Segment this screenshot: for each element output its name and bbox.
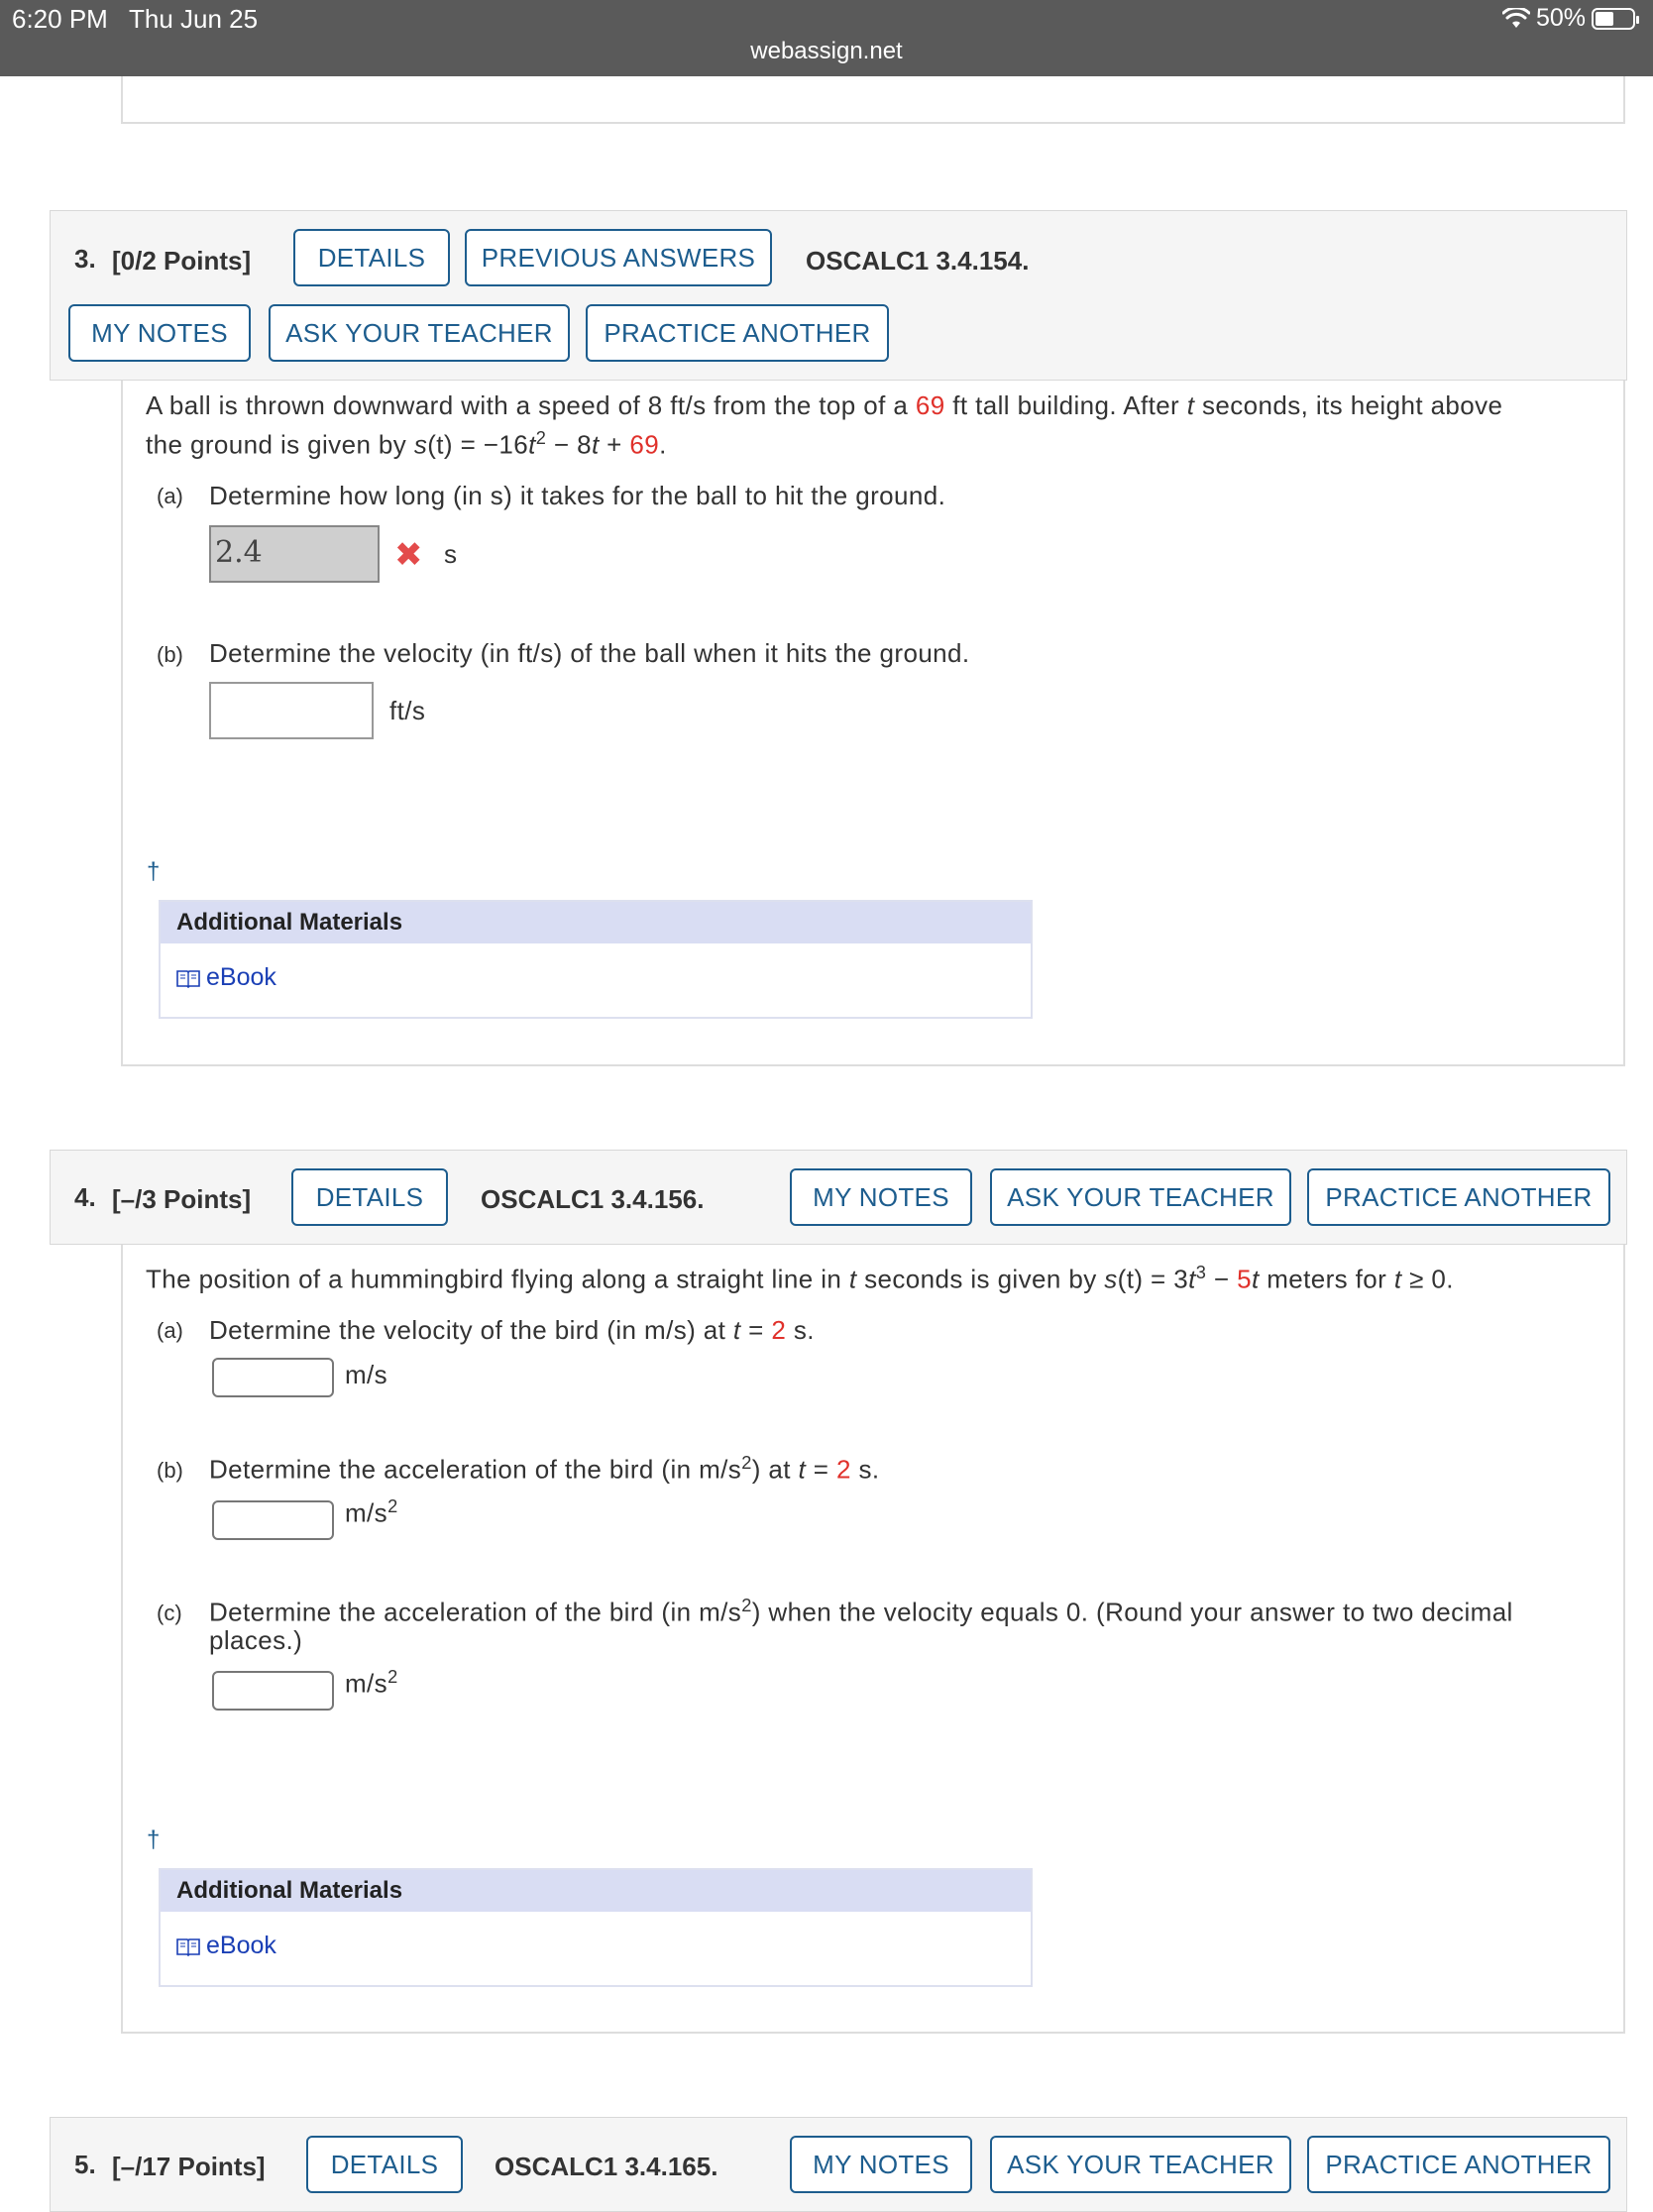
q4-points: [–/3 Points] xyxy=(112,1184,252,1214)
q4-part-c-answer-input[interactable] xyxy=(212,1671,334,1711)
wifi-icon xyxy=(1502,8,1530,30)
q4-stem: The position of a hummingbird flying along a straight line in t seconds is given by $s(t) = 3t^3 - 5t$ meters for t ≥ 0. xyxy=(146,1263,1454,1294)
q4-part-c-label: (c) xyxy=(157,1601,182,1625)
q3-dagger-mark: † xyxy=(147,858,161,885)
incorrect-icon: ✖ xyxy=(394,536,423,574)
q4-my-notes-button[interactable]: MY NOTES xyxy=(790,1168,972,1226)
q4-code: OSCALC1 3.4.156. xyxy=(481,1184,705,1214)
q3-part-b-unit: ft/s xyxy=(389,696,426,725)
q4-ebook-link[interactable]: eBook xyxy=(176,1932,276,1960)
q4-practice-another-button[interactable]: PRACTICE ANOTHER xyxy=(1307,1168,1610,1226)
q3-my-notes-button[interactable]: MY NOTES xyxy=(68,304,251,362)
q3-ebook-link[interactable]: eBook xyxy=(176,963,276,992)
q3-header xyxy=(50,210,1627,381)
q3-part-b-label: (b) xyxy=(157,642,183,667)
q5-ask-teacher-button[interactable]: ASK YOUR TEACHER xyxy=(990,2136,1291,2193)
previous-question-box xyxy=(121,76,1625,124)
q4-part-c-text-line2: places.) xyxy=(209,1625,303,1655)
q5-code: OSCALC1 3.4.165. xyxy=(495,2152,718,2181)
status-day: Thu Jun 25 xyxy=(129,4,259,34)
battery-icon xyxy=(1592,8,1635,30)
q3-details-button[interactable]: DETAILS xyxy=(293,229,450,286)
q4-part-b-label: (b) xyxy=(157,1458,183,1483)
q3-number: 3. xyxy=(74,244,96,274)
q3-part-a-answer-input[interactable]: 2.4 xyxy=(209,525,380,583)
q4-part-b-answer-input[interactable] xyxy=(212,1500,334,1540)
book-icon xyxy=(176,968,200,988)
q3-code: OSCALC1 3.4.154. xyxy=(806,246,1030,276)
q4-header xyxy=(50,1150,1627,1245)
q3-part-b-answer-input[interactable] xyxy=(209,682,374,739)
q4-number: 4. xyxy=(74,1182,96,1212)
q5-number: 5. xyxy=(74,2150,96,2179)
q4-part-a-answer-input[interactable] xyxy=(212,1358,334,1397)
q3-part-a-unit: s xyxy=(444,539,458,569)
q4-part-b-text: Determine the acceleration of the bird (in $m/s^2$) at t = 2 s. xyxy=(209,1453,880,1485)
q4-part-a-text: Determine the velocity of the bird (in m/s) at t = 2 s. xyxy=(209,1315,815,1345)
address-url[interactable]: webassign.net xyxy=(750,38,903,64)
q5-header xyxy=(50,2117,1627,2212)
q4-part-b-unit: $m/s^2$ xyxy=(345,1496,398,1528)
status-bar xyxy=(0,0,1653,76)
q3-ask-teacher-button[interactable]: ASK YOUR TEACHER xyxy=(269,304,570,362)
q5-details-button[interactable]: DETAILS xyxy=(306,2136,463,2193)
q5-practice-another-button[interactable]: PRACTICE ANOTHER xyxy=(1307,2136,1610,2193)
q4-details-button[interactable]: DETAILS xyxy=(291,1168,448,1226)
q4-part-c-unit: $m/s^2$ xyxy=(345,1667,398,1699)
q4-part-a-unit: m/s xyxy=(345,1360,388,1389)
q3-stem-line1: A ball is thrown downward with a speed of 8 ft/s from the top of a 69 ft tall building. After t seconds, its height above xyxy=(146,390,1503,420)
q3-previous-answers-button[interactable]: PREVIOUS ANSWERS xyxy=(465,229,772,286)
q3-points: [0/2 Points] xyxy=(112,246,252,276)
q4-materials-title: Additional Materials xyxy=(161,1870,1031,1912)
q4-ask-teacher-button[interactable]: ASK YOUR TEACHER xyxy=(990,1168,1291,1226)
q3-stem-line2: the ground is given by $s(t) = -16t^2 - 8t + 69$. xyxy=(146,428,667,460)
q3-height-value: 69 xyxy=(915,390,945,420)
status-right xyxy=(1502,4,1635,33)
q3-additional-materials xyxy=(159,900,1033,1019)
q3-practice-another-button[interactable]: PRACTICE ANOTHER xyxy=(586,304,889,362)
q4-part-c-text: Determine the acceleration of the bird (in $m/s^2$) when the velocity equals 0. (Round your answer to two decimal xyxy=(209,1596,1513,1627)
q3-part-b-text: Determine the velocity (in ft/s) of the ball when it hits the ground. xyxy=(209,638,970,668)
q4-dagger-mark: † xyxy=(147,1826,161,1853)
q4-additional-materials xyxy=(159,1868,1033,1987)
battery-percent: 50% xyxy=(1535,4,1586,32)
q5-my-notes-button[interactable]: MY NOTES xyxy=(790,2136,972,2193)
q3-materials-title: Additional Materials xyxy=(161,902,1031,943)
q3-part-a-text: Determine how long (in s) it takes for the ball to hit the ground. xyxy=(209,481,946,510)
q3-part-a-label: (a) xyxy=(157,484,183,508)
book-icon xyxy=(176,1936,200,1956)
status-time: 6:20 PM xyxy=(12,4,108,34)
q4-part-a-label: (a) xyxy=(157,1318,183,1343)
q5-points: [–/17 Points] xyxy=(112,2152,266,2181)
